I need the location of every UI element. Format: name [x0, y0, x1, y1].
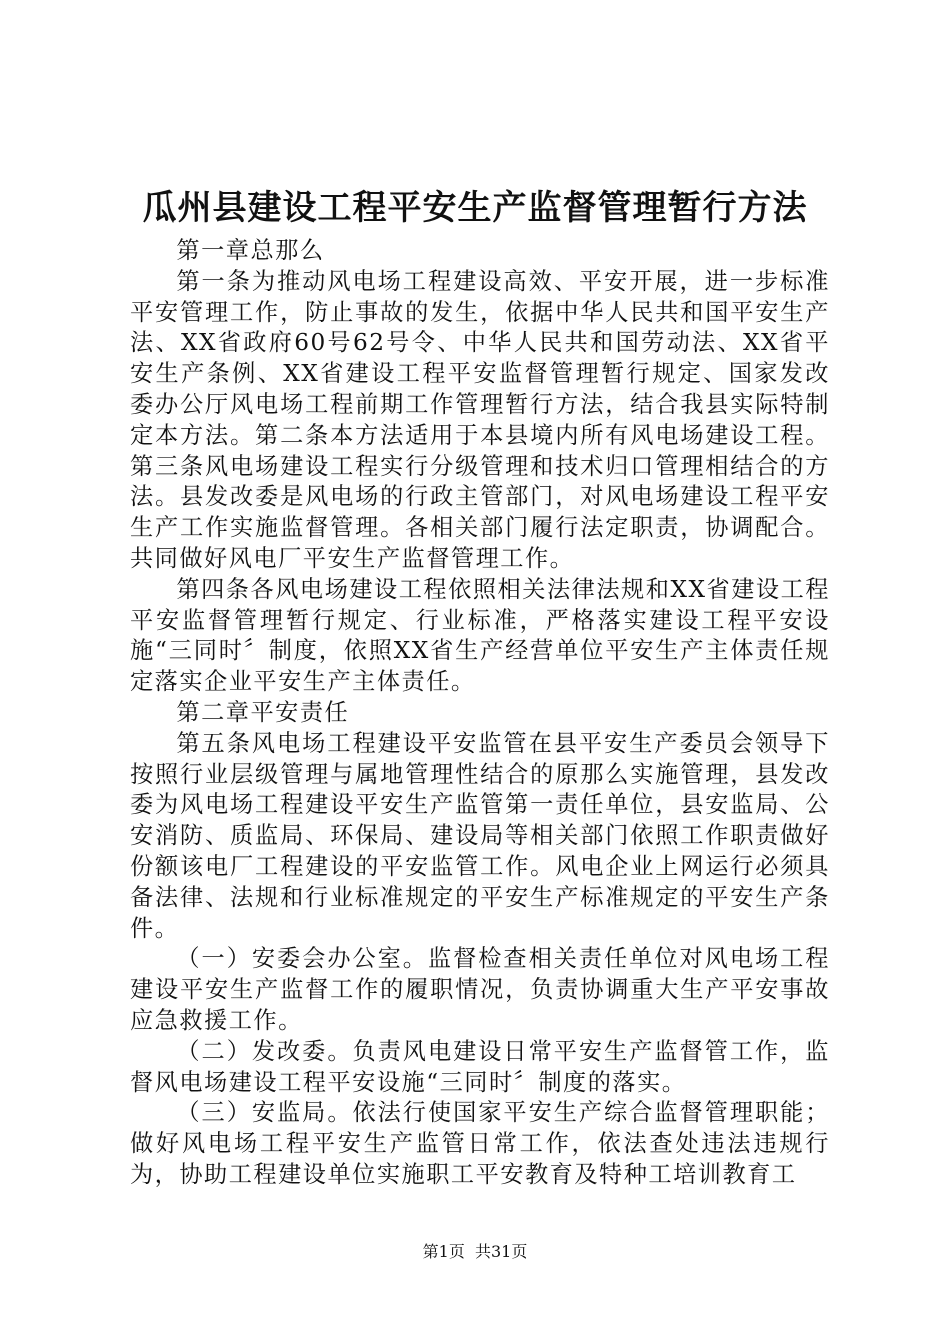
- document-body: [130, 236, 830, 1191]
- body-paragraph: 第一条为推动风电场工程建设高效、平安开展，进一步标准平安管理工作，防止事故的发生，依据中华人民共和国平安生产法、XX省政府60号62号令、中华人民共和国劳动法、XX省平安生产条例、XX省建设工程平安监督管理暂行规定、国家发改委办公厅风电场工程前期工作管理暂行方法，结合我县实际特制定本方法。第二条本方法适用于本县境内所有风电场建设工程。第三条风电场建设工程实行分级管理和技术归口管理相结合的方法。县发改委是风电场的行政主管部门，对风电场建设工程平安生产工作实施监督管理。各相关部门履行法定职责，协调配合。共同做好风电厂平安生产监督管理工作。: [130, 267, 830, 572]
- body-paragraph: 第五条风电场工程建设平安监管在县平安生产委员会领导下按照行业层级管理与属地管理性结合的原那么实施管理，县发改委为风电场工程建设平安生产监管第一责任单位，县安监局、公安消防、质监局、环保局、建设局等相关部门依照工作职责做好份额该电厂工程建设的平安监管工作。风电企业上网运行必须具备法律、法规和行业标准规定的平安生产标准规定的平安生产条件。: [130, 729, 830, 942]
- body-paragraph: （三）安监局。依法行使国家平安生产综合监督管理职能；做好风电场工程平安生产监管日常工作，依法查处违法违规行为，协助工程建设单位实施职工平安教育及特种工培训教育工: [130, 1099, 830, 1188]
- chapter-heading: 第一章总那么: [176, 237, 325, 264]
- document-title: 瓜州县建设工程平安生产监督管理暂行方法: [142, 188, 808, 228]
- body-paragraph: （一）安委会办公室。监督检查相关责任单位对风电场工程建设平安生产监督工作的履职情况，负责协调重大生产平安事故应急救援工作。: [130, 945, 830, 1034]
- body-paragraph: 第四条各风电场建设工程依照相关法律法规和XX省建设工程平安监督管理暂行规定、行业标准，严格落实建设工程平安设施“三同时〞制度，依照XX省生产经营单位平安生产主体责任规定落实企业平安生产主体责任。: [130, 575, 830, 696]
- chapter-heading: 第二章平安责任: [176, 698, 350, 726]
- page-footer: 第1页 共31页: [422, 1242, 528, 1261]
- body-paragraph: （二）发改委。负责风电建设日常平安生产监督管工作，监督风电场建设工程平安设施“三同时〞制度的落实。: [130, 1037, 830, 1096]
